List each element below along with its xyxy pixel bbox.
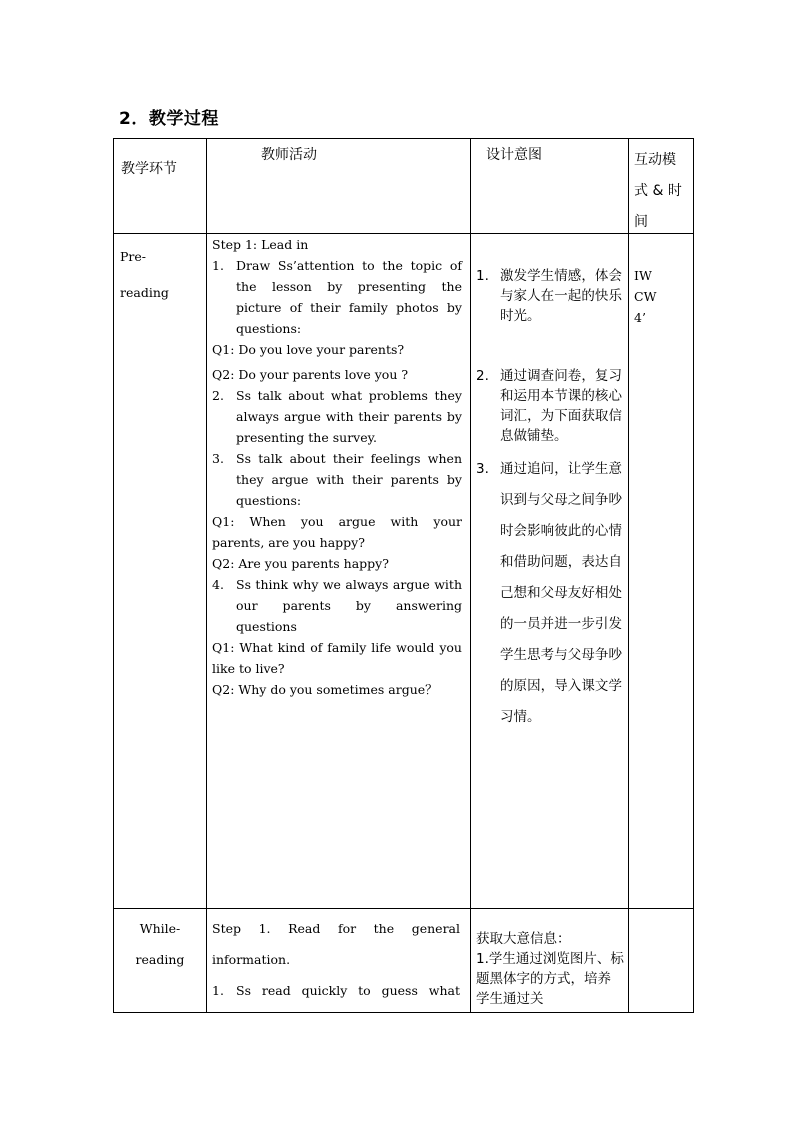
header-interaction-mode: 互动模 式 & 时 间 bbox=[634, 152, 682, 230]
column-divider bbox=[206, 139, 207, 1012]
stage-while-reading: While- reading bbox=[135, 921, 185, 967]
list-item: Q2: Do your parents love you ? bbox=[212, 367, 409, 382]
list-item: Q2: Why do you sometimes argue？ bbox=[212, 682, 438, 697]
header-design-intent: 设计意图 bbox=[486, 147, 542, 163]
list-item: 2. Ss talk about what problems they always argue with their parents by presenting the survey. bbox=[212, 388, 462, 445]
list-item: Q1: When you argue with your parents, are you happy? bbox=[212, 514, 462, 550]
header-teacher-activity: 教师活动 bbox=[261, 147, 317, 163]
interaction-mode-pre-reading: IW CW 4’ bbox=[634, 268, 657, 325]
column-divider bbox=[470, 139, 471, 1012]
list-item: 3. Ss talk about their feelings when they argue with their parents by questions: bbox=[212, 451, 462, 508]
stage-pre-reading: Pre- reading bbox=[120, 249, 169, 300]
design-intent-pre-reading bbox=[476, 266, 622, 733]
step-title: Step 1: Lead in bbox=[212, 237, 309, 252]
teacher-activity-while-reading bbox=[212, 913, 460, 1006]
section-heading: 2．教学过程 bbox=[119, 109, 219, 129]
list-item: 4. Ss think why we always argue with our parents by answering questions bbox=[212, 577, 462, 634]
list-item: 1. Draw Ss’attention to the topic of the lesson by presenting the picture of their family photos by questions: bbox=[212, 258, 462, 336]
list-item: 1. 激发学生情感，体会与家人在一起的快乐时光。 bbox=[476, 268, 622, 324]
design-intent-while-reading: 获取大意信息： 1.学生通过浏览图片、标题黑体字的方式，培养学生通过关 bbox=[476, 931, 624, 1007]
list-item: 2. 通过调查问卷，复习和运用本节课的核心词汇，为下面获取信息做铺垫。 bbox=[476, 368, 622, 444]
list-item: 1. Ss read quickly to guess what bbox=[212, 983, 460, 998]
step-title: Step 1. Read for the general information. bbox=[212, 921, 460, 967]
teaching-process-table bbox=[113, 138, 694, 1013]
list-item: 3. 通过追问，让学生意识到与父母之间争吵时会影响彼此的心情和借助问题，表达自己想和父母友好相处的一员并进一步引发学生思考与父母争吵的原因，导入课文学习情。 bbox=[476, 461, 622, 725]
list-item: Q1: What kind of family life would you like to live? bbox=[212, 640, 462, 676]
header-stage: 教学环节 bbox=[121, 161, 177, 177]
teacher-activity-pre-reading bbox=[212, 234, 462, 700]
column-divider bbox=[628, 139, 629, 1012]
list-item: Q1: Do you love your parents? bbox=[212, 342, 405, 357]
row-divider bbox=[114, 908, 693, 909]
list-item: Q2: Are you parents happy? bbox=[212, 556, 389, 571]
